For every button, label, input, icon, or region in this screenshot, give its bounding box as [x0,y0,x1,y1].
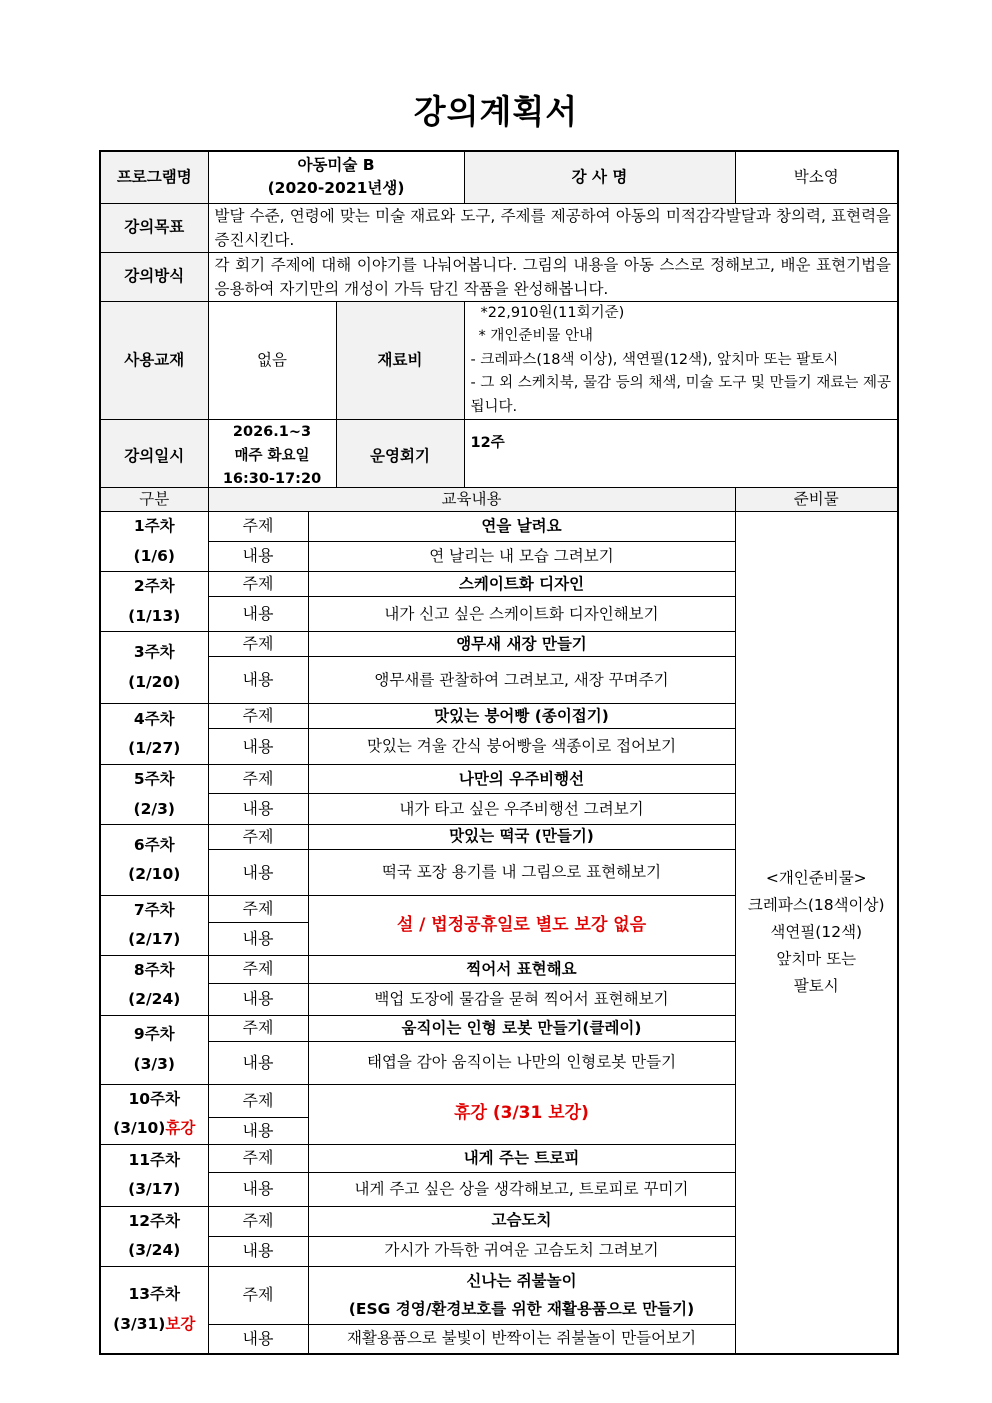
week-12-label [100,1206,208,1266]
week-11-topic: 내게 주는 트로피 [308,1144,735,1172]
week-5-topic: 나만의 우주비행선 [308,765,735,794]
textbook-label: 사용교재 [100,301,208,419]
instructor-label: 강 사 명 [464,151,735,203]
week-8-number: 8주차 [133,960,175,979]
content-kind-label: 내용 [208,1172,308,1206]
content-kind-label: 내용 [208,922,308,955]
topic-kind-label: 주제 [208,1266,308,1324]
week-1-label [100,512,208,572]
topic-kind-label: 주제 [208,632,308,657]
week-8-topic: 찍어서 표현해요 [308,955,735,983]
week-7-label [100,896,208,956]
schedule-label: 강의일시 [100,419,208,493]
topic-kind-label: 주제 [208,1084,308,1118]
prep-line5: 팔토시 [793,977,839,996]
program-name-line2: (2020-2021년생) [267,179,405,198]
week-8-date: (2/24) [128,990,181,1009]
program-name [208,151,464,203]
topic-kind-label: 주제 [208,1144,308,1172]
week-5-number: 5주차 [133,770,175,789]
week-10-date: (3/10) [113,1119,166,1138]
week-12-topic: 고슴도치 [308,1206,735,1236]
content-kind-label: 내용 [208,794,308,825]
week-11-number: 11주차 [128,1150,181,1169]
week-9-date: (3/3) [133,1054,175,1073]
material-fee-details [464,301,898,419]
week-13-content: 재활용품으로 불빛이 반짝이는 쥐불놀이 만들어보기 [308,1324,735,1354]
fee-line2: * 개인준비물 안내 [478,328,594,345]
topic-kind-label: 주제 [208,896,308,923]
course-info-table [99,150,899,494]
week-3-label [100,632,208,704]
week-6-topic: 맛있는 떡국 (만들기) [308,825,735,850]
prep-materials [735,512,898,1355]
topic-kind-label: 주제 [208,955,308,983]
topic-kind-label: 주제 [208,572,308,597]
week-13-topic-line1: 신나는 쥐불놀이 [466,1271,577,1290]
week-2-content: 내가 신고 싶은 스케이트화 디자인해보기 [308,597,735,632]
week-1-content: 연 날리는 내 모습 그려보기 [308,541,735,572]
week-4-content: 맛있는 겨울 간식 붕어빵을 색종이로 접어보기 [308,729,735,765]
week-10-cancel-tag: 휴강 [165,1119,196,1138]
week-4-number: 4주차 [133,709,175,728]
content-kind-label: 내용 [208,541,308,572]
week-9-topic: 움직이는 인형 로봇 만들기(클레이) [308,1015,735,1041]
schedule-line2: 매주 화요일 [234,447,310,464]
instructor-name: 박소영 [735,151,898,203]
goal-label: 강의목표 [100,203,208,252]
week-5-date: (2/3) [133,799,175,818]
schedule-line1: 2026.1~3 [232,424,312,441]
prep-line2: 크레파스(18색이상) [747,896,885,915]
week-5-content: 내가 타고 싶은 우주비행선 그려보기 [308,794,735,825]
topic-kind-label: 주제 [208,825,308,850]
goal-text: 발달 수준, 연령에 맞는 미술 재료와 도구, 주제를 제공하여 아동의 미적감각발달과 창의력, 표현력을 증진시킨다. [208,203,898,252]
week-10-label [100,1084,208,1144]
week-10-notice: 휴강 (3/31 보강) [308,1084,735,1144]
schedule-datetime [208,419,336,493]
program-label: 프로그램명 [100,151,208,203]
content-kind-label: 내용 [208,657,308,704]
content-kind-label: 내용 [208,850,308,896]
topic-kind-label: 주제 [208,512,308,541]
content-kind-label: 내용 [208,1324,308,1354]
week-3-content: 앵무새를 관찰하여 그려보고, 새장 꾸며주기 [308,657,735,704]
week-7-date: (2/17) [128,930,181,949]
week-4-label [100,704,208,765]
topic-kind-label: 주제 [208,765,308,794]
week-3-number: 3주차 [133,643,175,662]
week-11-content: 내게 주고 싶은 상을 생각해보고, 트로피로 꾸미기 [308,1172,735,1206]
week-7-number: 7주차 [133,901,175,919]
week-13-number: 13주차 [128,1285,181,1304]
weekly-schedule-table [99,487,899,1355]
prep-line1: <개인준비물> [765,868,867,887]
week-5-label [100,765,208,825]
sessions-label: 운영회기 [336,419,464,493]
week-1-date: (1/6) [133,546,175,565]
fee-line4: - 그 외 스케치북, 물감 등의 채색, 미술 도구 및 만들기 재료는 제공됩니다. [470,375,892,415]
week-12-content: 가시가 가득한 귀여운 고슴도치 그려보기 [308,1236,735,1266]
week-8-label [100,955,208,1015]
content-kind-label: 내용 [208,1041,308,1084]
week-10-number: 10주차 [128,1089,181,1108]
week-9-number: 9주차 [133,1025,175,1044]
fee-line3: - 크레파스(18색 이상), 색연필(12색), 앞치마 또는 팔토시 [470,351,839,368]
week-13-topic [308,1266,735,1324]
week-3-topic: 앵무새 새장 만들기 [308,632,735,657]
week-11-label [100,1144,208,1206]
document-title: 강의계획서 [413,92,579,131]
fee-line1: *22,910원(11회기준) [480,304,625,321]
prep-line4: 앞치마 또는 [776,950,857,969]
week-3-date: (1/20) [128,672,181,691]
method-label: 강의방식 [100,252,208,301]
prep-line3: 색연필(12색) [770,923,863,942]
week-2-topic: 스케이트화 디자인 [308,572,735,597]
week-6-date: (2/10) [128,865,181,883]
content-kind-label: 내용 [208,597,308,632]
week-2-date: (1/13) [128,606,181,625]
method-text: 각 회기 주제에 대해 이야기를 나눠어봅니다. 그림의 내용을 아동 스스로 정해보고, 배운 표현기법을 응용하여 자기만의 개성이 가득 담긴 작품을 완성해봅니다. [208,252,898,301]
week-9-content: 태엽을 감아 움직이는 나만의 인형로봇 만들기 [308,1041,735,1084]
week-7-notice: 설 / 법정공휴일로 별도 보강 없음 [308,896,735,956]
week-6-number: 6주차 [133,835,175,854]
week-1-topic: 연을 날려요 [308,512,735,541]
week-4-topic: 맛있는 붕어빵 (종이접기) [308,704,735,729]
material-fee-label: 재료비 [336,301,464,419]
header-prep: 준비물 [735,488,898,512]
week-13-label [100,1266,208,1354]
topic-kind-label: 주제 [208,1015,308,1041]
week-6-content: 떡국 포장 용기를 내 그림으로 표현해보기 [308,850,735,896]
textbook-value: 없음 [208,301,336,419]
sessions-value: 12주 [464,419,898,493]
week-2-number: 2주차 [133,577,175,596]
week-8-content: 백업 도장에 물감을 묻혀 찍어서 표현해보기 [308,983,735,1015]
week-12-date: (3/24) [128,1241,181,1260]
topic-kind-label: 주제 [208,1206,308,1236]
week-13-topic-line2: (ESG 경영/환경보호를 위한 재활용품으로 만들기) [348,1300,695,1319]
topic-kind-label: 주제 [208,704,308,729]
week-1-number: 1주차 [133,517,175,536]
header-week: 구분 [100,488,208,512]
content-kind-label: 내용 [208,1118,308,1144]
week-13-date: (3/31) [113,1314,166,1333]
week-12-number: 12주차 [128,1211,181,1230]
content-kind-label: 내용 [208,983,308,1015]
schedule-line3: 16:30-17:20 [222,471,322,488]
header-content: 교육내용 [208,488,735,512]
week-6-label [100,825,208,896]
week-4-date: (1/27) [128,739,181,758]
week-2-label [100,572,208,632]
week-11-date: (3/17) [128,1180,181,1199]
week-13-makeup-tag: 보강 [165,1314,196,1333]
week-9-label [100,1015,208,1084]
content-kind-label: 내용 [208,1236,308,1266]
content-kind-label: 내용 [208,729,308,765]
program-name-line1: 아동미술 B [297,156,375,174]
